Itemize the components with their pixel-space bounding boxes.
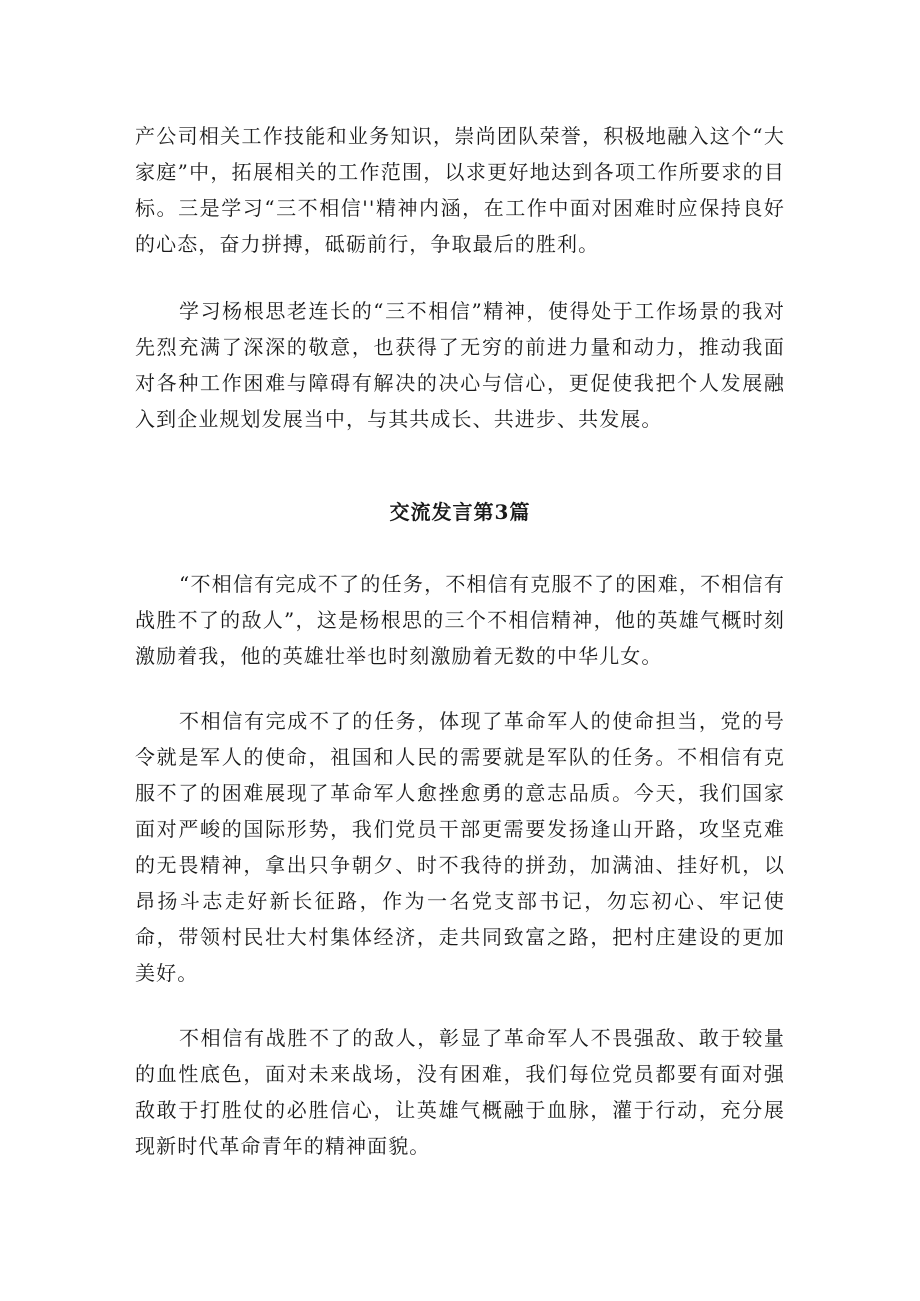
paragraph-reflection: 学习杨根思老连长的“三不相信”精神，使得处于工作场景的我对先烈充满了深深的敬意，也获得了无穷的前进力量和动力，推动我面对各种工作困难与障碍有解决的决心与信心，更促使我把个人发展融入到企业规划发展当中，与其共成长、共进步、共发展。: [135, 299, 785, 431]
section-title: 交流发言第3篇: [389, 500, 531, 524]
paragraph-continued: 产公司相关工作技能和业务知识，崇尚团队荣誉，积极地融入这个“大家庭”中，拓展相关的工作范围，以求更好地达到各项工作所要求的目标。三是学习“三不相信''精神内涵，在工作中面对困难时应保持良好的心态，奋力拼搏，砥砺前行，争取最后的胜利。: [135, 124, 785, 256]
paragraph-enemy: 不相信有战胜不了的敌人，彰显了革命军人不畏强敌、敢于较量的血性底色，面对未来战场，没有困难，我们每位党员都要有面对强敌敢于打胜仗的必胜信心，让英雄气概融于血脉，灌于行动，充分展现新时代革命青年的精神面貌。: [135, 1026, 785, 1158]
paragraph-quote: “不相信有完成不了的任务，不相信有克服不了的困难，不相信有战胜不了的敌人”，这是杨根思的三个不相信精神，他的英雄气概时刻激励着我，他的英雄壮举也时刻激励着无数的中华儿女。: [135, 572, 785, 668]
paragraph-mission: 不相信有完成不了的任务，体现了革命军人的使命担当，党的号令就是军人的使命，祖国和人民的需要就是军队的任务。不相信有克服不了的困难展现了革命军人愈挫愈勇的意志品质。今天，我们国家面对严峻的国际形势，我们党员干部更需要发扬逢山开路，攻坚克难的无畏精神，拿出只争朝夕、时不我待的拼劲，加满油、挂好机，以昂扬斗志走好新长征路，作为一名党支部书记，勿忘初心、牢记使命，带领村民壮大村集体经济，走共同致富之路，把村庄建设的更加美好。: [135, 709, 785, 985]
